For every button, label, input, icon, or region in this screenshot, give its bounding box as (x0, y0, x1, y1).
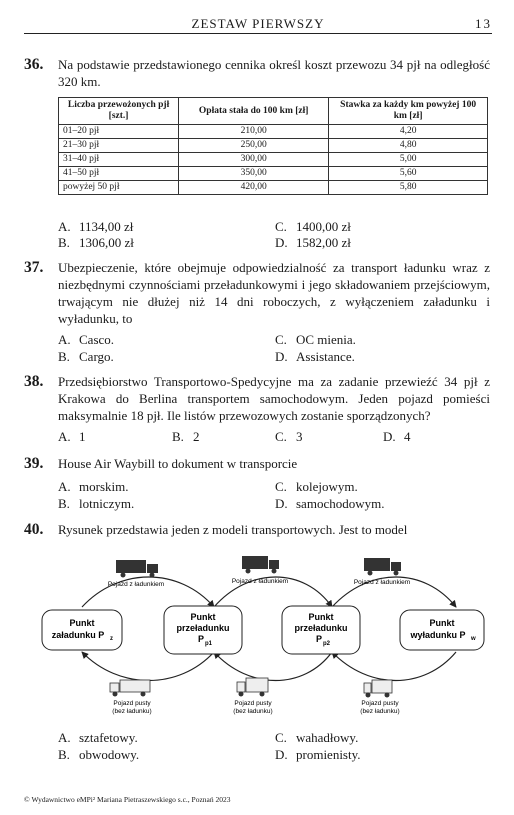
option-d[interactable] (275, 348, 355, 365)
answer-options (58, 218, 488, 252)
option-c[interactable] (275, 218, 351, 235)
node-label: P (197, 634, 205, 644)
table-cell: 5,00 (329, 153, 488, 167)
question-36 (24, 56, 490, 90)
node-label: załadunku P (51, 630, 105, 640)
option-text: promienisty. (296, 747, 361, 762)
option-letter: C. (275, 332, 287, 347)
empty-truck-icon (364, 680, 392, 698)
option-text: sztafetowy. (79, 730, 138, 745)
loaded-vehicle-label: Pojazd z ładunkiem (107, 581, 165, 588)
node-transshipment-point-2 (282, 606, 360, 654)
empty-vehicle-label: Pojazd pusty (113, 700, 151, 707)
node-transshipment-point-1 (164, 606, 242, 654)
empty-vehicle-label: (bez ładunku) (233, 708, 273, 715)
option-letter: A. (58, 429, 71, 444)
table-cell: 21–30 pjł (59, 139, 179, 153)
question-number: 37. (24, 259, 44, 276)
node-label: wyładunku P (410, 630, 466, 640)
option-text: Assistance. (296, 349, 355, 364)
table-cell: 420,00 (179, 181, 329, 195)
node-label: Punkt (308, 612, 334, 622)
node-label: przeładunku (176, 623, 230, 633)
loaded-truck-icon (242, 556, 279, 574)
table-header-row (59, 98, 488, 125)
option-letter: B. (58, 235, 70, 250)
table-cell: 4,80 (329, 139, 488, 153)
question-number: 38. (24, 373, 44, 390)
option-d[interactable] (275, 746, 361, 763)
option-letter: A. (58, 332, 71, 347)
node-label: Punkt (190, 612, 216, 622)
option-letter: B. (172, 429, 184, 444)
option-c[interactable] (275, 428, 303, 445)
column-header: Opłata stała do 100 km [zł] (179, 98, 329, 125)
option-b[interactable] (58, 746, 139, 763)
option-text: kolejowym. (296, 479, 358, 494)
option-letter: B. (58, 747, 70, 762)
table-row (59, 125, 488, 139)
option-letter: A. (58, 219, 71, 234)
option-text: lotniczym. (79, 496, 135, 511)
column-header: Liczba przewożonych pjł [szt.] (59, 98, 179, 125)
option-letter: A. (58, 730, 71, 745)
page-number: 13 (475, 16, 492, 31)
option-a[interactable] (58, 729, 138, 746)
node-label: P (315, 634, 323, 644)
node-subscript: p1 (205, 641, 213, 647)
option-letter: C. (275, 219, 287, 234)
option-text: 4 (404, 429, 411, 444)
option-text: 1306,00 zł (79, 235, 134, 250)
option-text: samochodowym. (296, 496, 385, 511)
price-table (58, 97, 488, 195)
running-header (24, 15, 492, 34)
empty-route-arrow (82, 652, 214, 681)
question-38 (24, 373, 490, 424)
empty-vehicle-label: (bez ładunku) (112, 708, 152, 715)
question-text: Na podstawie przedstawionego cennika określ koszt przewozu 34 pjł na odległość 320 km. (58, 57, 490, 89)
option-c[interactable] (275, 478, 358, 495)
option-letter: A. (58, 479, 71, 494)
table-row (59, 181, 488, 195)
option-text: 1 (79, 429, 86, 444)
node-label: Punkt (69, 618, 95, 628)
answer-options (58, 478, 488, 512)
option-letter: B. (58, 349, 70, 364)
empty-vehicle-label: (bez ładunku) (360, 708, 400, 715)
option-letter: D. (275, 747, 288, 762)
table-row (59, 153, 488, 167)
transport-model-diagram (24, 552, 490, 724)
option-c[interactable] (275, 729, 358, 746)
answer-options (58, 428, 488, 445)
table-cell: 4,20 (329, 125, 488, 139)
node-subscript: p2 (323, 641, 331, 647)
question-text: Rysunek przedstawia jeden z modeli transportowych. Jest to model (58, 522, 408, 537)
option-d[interactable] (275, 234, 351, 251)
empty-truck-icon (110, 680, 150, 697)
option-b[interactable] (58, 495, 134, 512)
empty-vehicle-label: Pojazd pusty (361, 700, 399, 707)
option-d[interactable] (383, 428, 411, 445)
node-subscript: w (471, 636, 476, 642)
option-a[interactable] (58, 428, 86, 445)
table-cell: 01–20 pjł (59, 125, 179, 139)
question-number: 40. (24, 521, 44, 538)
table-cell: 5,80 (329, 181, 488, 195)
loaded-vehicle-label: Pojazd z ładunkiem (231, 578, 289, 585)
question-37 (24, 259, 490, 327)
node-label: Punkt (429, 618, 455, 628)
option-text: morskim. (79, 479, 129, 494)
empty-truck-icon (237, 678, 268, 697)
table-row (59, 139, 488, 153)
option-text: Casco. (79, 332, 115, 347)
option-text: obwodowy. (79, 747, 140, 762)
loaded-truck-icon (364, 558, 401, 576)
table-cell: 300,00 (179, 153, 329, 167)
question-39 (24, 455, 490, 472)
option-text: 3 (296, 429, 303, 444)
table-cell: 350,00 (179, 167, 329, 181)
section-title: ZESTAW PIERWSZY (191, 16, 325, 31)
question-text: Ubezpieczenie, które obejmuje odpowiedzialność za transport ładunku wraz z niezbędnymi czynnościami przeładunkowymi i jego składowaniem przejściowym, trwającym nie dłużej niż 14 dni roboczych, z wyłączeniem załadunku i wyładunku, to (58, 260, 490, 326)
option-letter: C. (275, 429, 287, 444)
option-text: wahadłowy. (296, 730, 359, 745)
empty-route-arrow (332, 652, 456, 681)
question-text: Przedsiębiorstwo Transportowo-Spedycyjne ma za zadanie przewieźć 34 pjł z Krakowa do Berlina transportem samochodowym. Jeden pojazd pomieści maksymalnie 18 pjł. Ile listów przewozowych zostanie sporządzonych? (58, 374, 490, 423)
option-letter: C. (275, 479, 287, 494)
question-number: 39. (24, 455, 44, 472)
option-letter: D. (383, 429, 396, 444)
table-cell: 5,60 (329, 167, 488, 181)
node-unloading-point (400, 610, 484, 650)
table-cell: 210,00 (179, 125, 329, 139)
column-header: Stawka za każdy km powyżej 100 km [zł] (329, 98, 488, 125)
option-letter: D. (275, 496, 288, 511)
option-text: 1582,00 zł (296, 235, 351, 250)
option-letter: D. (275, 235, 288, 250)
option-b[interactable] (58, 348, 114, 365)
node-loading-point (42, 610, 122, 650)
option-b[interactable] (172, 428, 200, 445)
option-b[interactable] (58, 234, 134, 251)
option-text: 1400,00 zł (296, 219, 351, 234)
loaded-truck-icon (116, 560, 158, 578)
option-a[interactable] (58, 478, 128, 495)
option-text: 2 (193, 429, 200, 444)
option-text: Cargo. (79, 349, 114, 364)
question-40 (24, 521, 490, 538)
option-text: OC mienia. (296, 332, 356, 347)
table-cell: 41–50 pjł (59, 167, 179, 181)
option-a[interactable] (58, 331, 114, 348)
copyright-footer: © Wydawnictwo eMPi² Mariana Pietraszewskiego s.c., Poznań 2023 (24, 795, 231, 804)
question-text: House Air Waybill to dokument w transporcie (58, 456, 298, 471)
loaded-vehicle-label: Pojazd z ładunkiem (353, 579, 411, 586)
answer-options (58, 331, 488, 365)
table-cell: 31–40 pjł (59, 153, 179, 167)
option-text: 1134,00 zł (79, 219, 134, 234)
table-row (59, 167, 488, 181)
question-number: 36. (24, 56, 44, 73)
option-a[interactable] (58, 218, 133, 235)
empty-vehicle-label: Pojazd pusty (234, 700, 272, 707)
option-d[interactable] (275, 495, 384, 512)
table-cell: powyżej 50 pjł (59, 181, 179, 195)
option-letter: C. (275, 730, 287, 745)
node-subscript: z (110, 636, 113, 642)
answer-options (58, 729, 488, 763)
option-c[interactable] (275, 331, 356, 348)
node-label: przeładunku (294, 623, 348, 633)
empty-route-arrow (214, 652, 332, 681)
table-cell: 250,00 (179, 139, 329, 153)
option-letter: D. (275, 349, 288, 364)
option-letter: B. (58, 496, 70, 511)
